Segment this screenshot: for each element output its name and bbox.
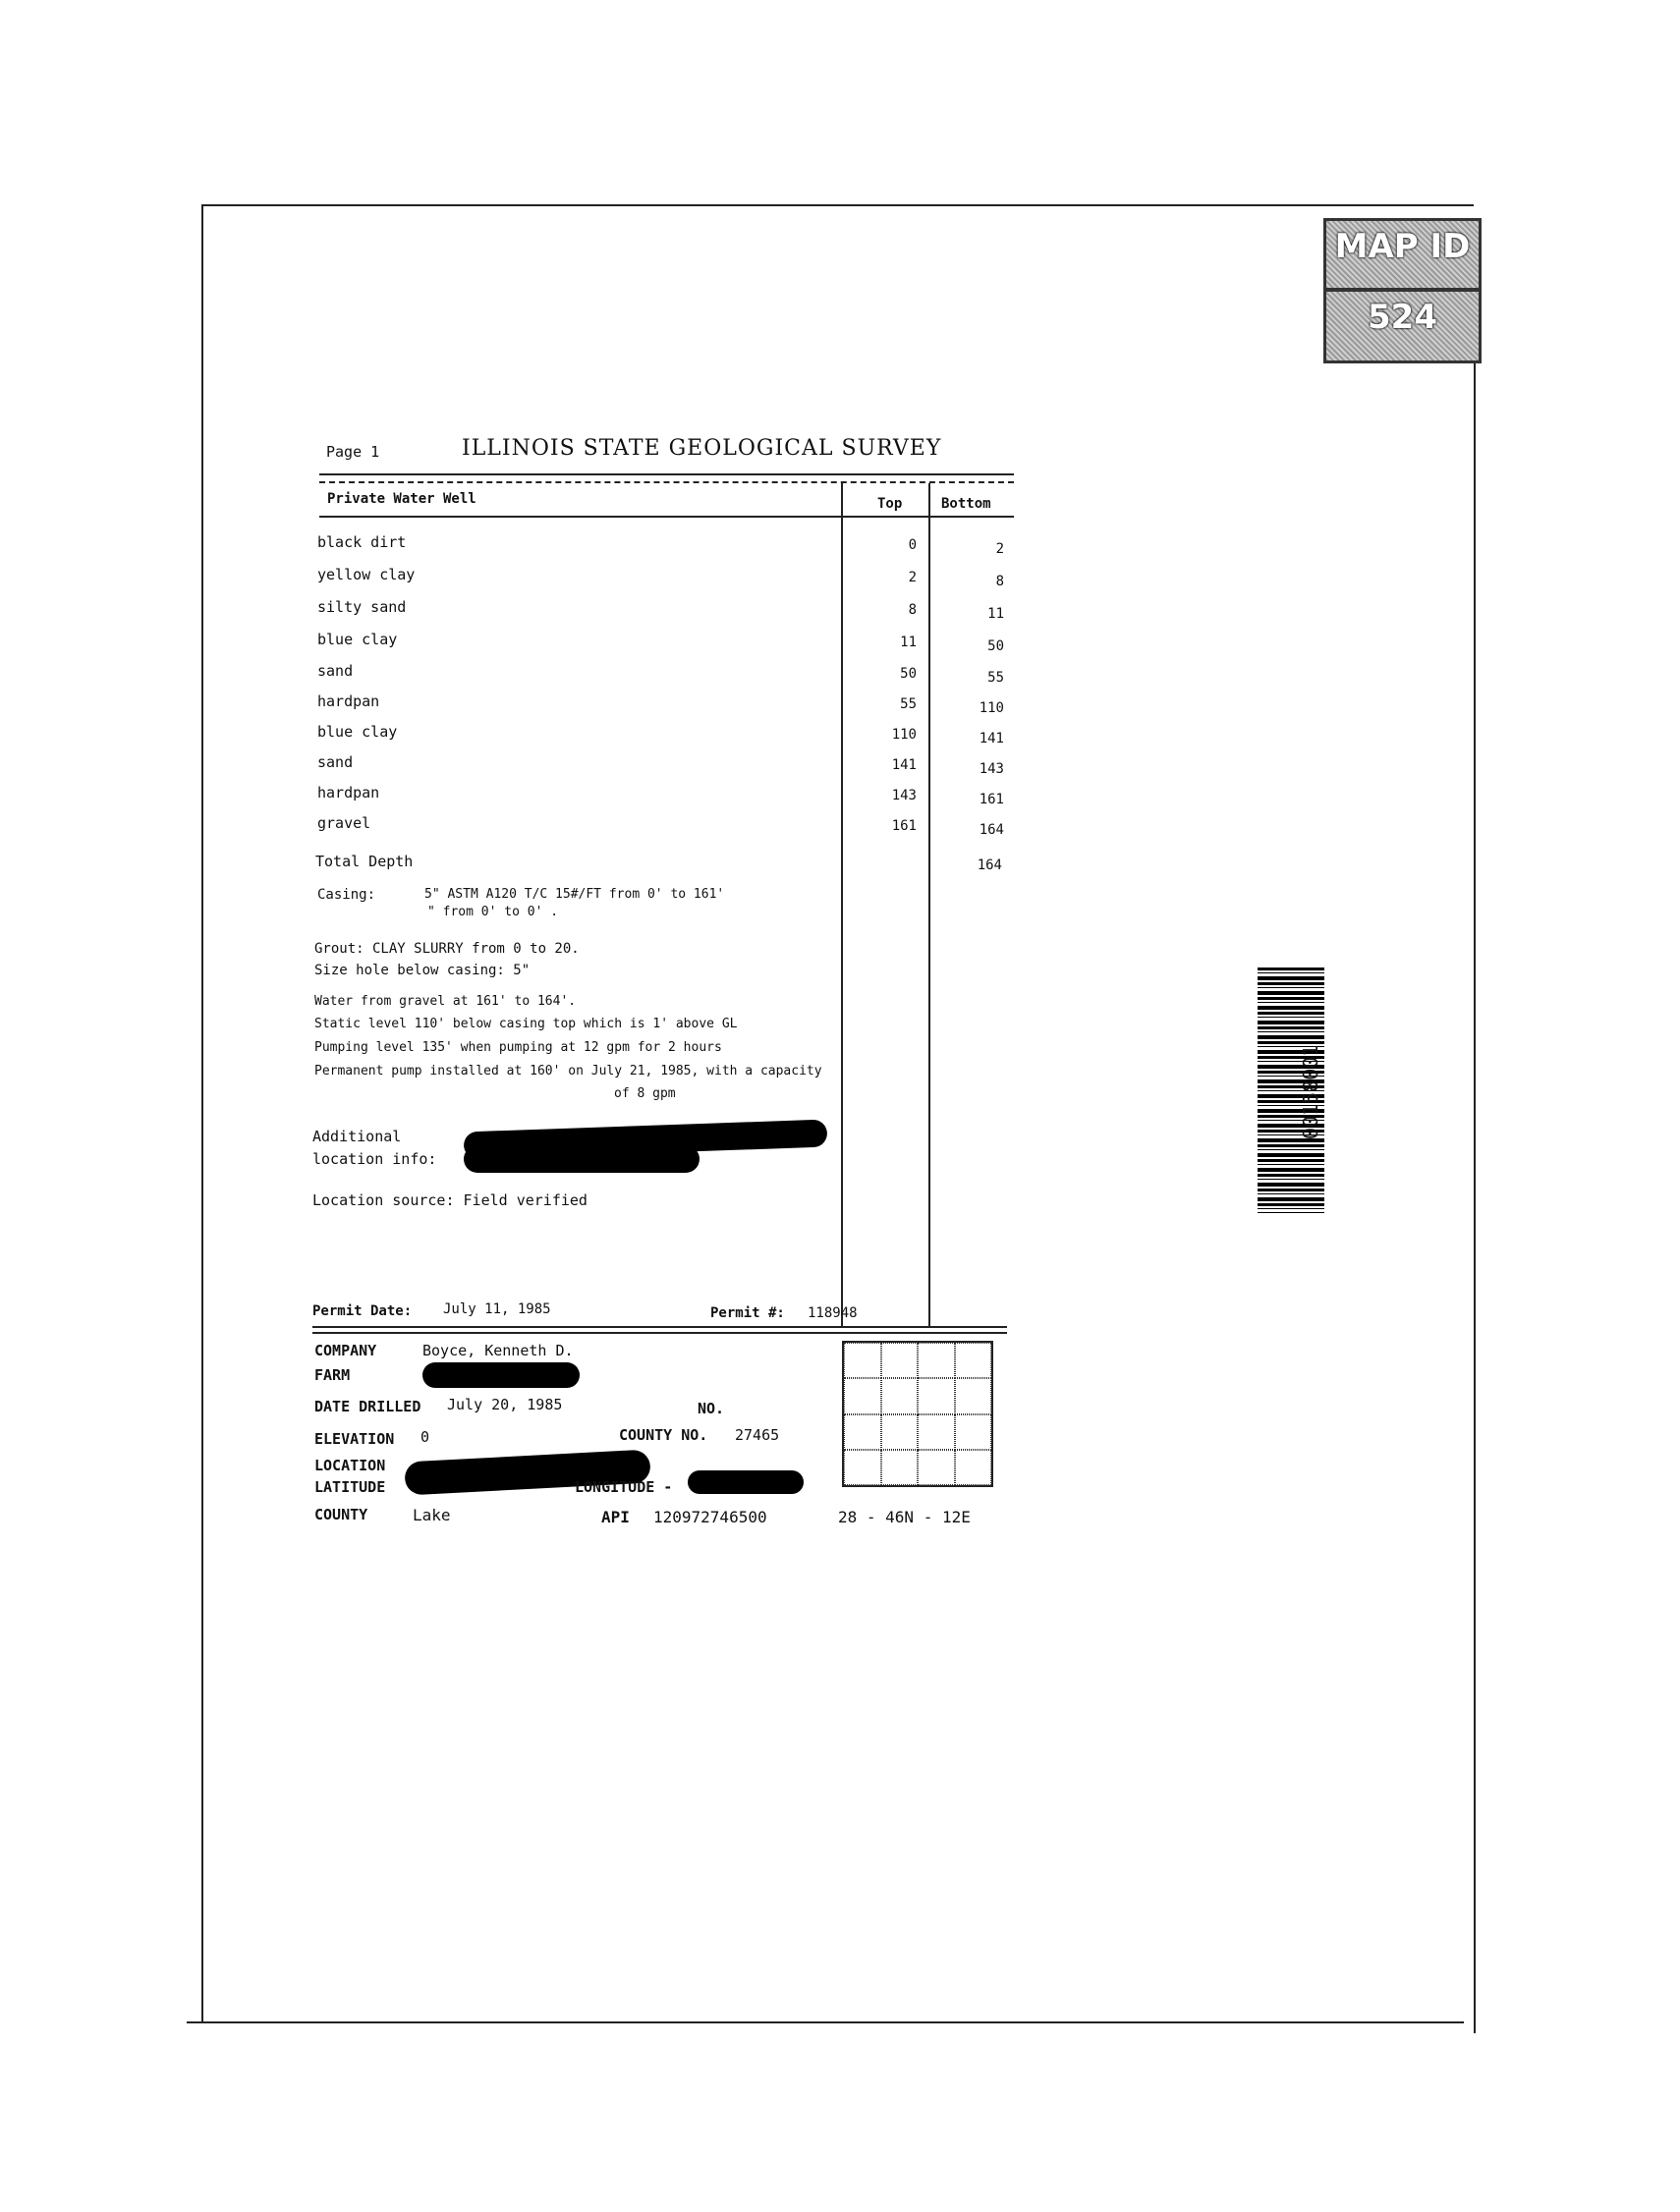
- additional-location-label-2: location info:: [312, 1150, 437, 1168]
- api-label: API: [601, 1508, 630, 1526]
- strata-bottom: 55: [987, 670, 1004, 686]
- column-header-description: Private Water Well: [327, 491, 476, 507]
- total-depth-value: 164: [977, 857, 1002, 873]
- strata-desc: blue clay: [317, 723, 398, 741]
- page-frame-top: [201, 204, 1474, 206]
- barcode-number: 00158001: [1299, 1044, 1322, 1139]
- api-value: 120972746500: [653, 1508, 767, 1526]
- strata-desc: blue clay: [317, 631, 398, 648]
- casing-line-1: 5" ASTM A120 T/C 15#/FT from 0' to 161': [424, 887, 725, 902]
- strata-desc: hardpan: [317, 784, 380, 802]
- county-label: COUNTY: [314, 1506, 368, 1523]
- page-label: Page 1: [326, 443, 380, 461]
- column-divider-top: [841, 483, 843, 1326]
- strata-desc: sand: [317, 753, 354, 771]
- map-id-divider: [1326, 288, 1479, 292]
- strata-bottom: 143: [979, 761, 1004, 777]
- permanent-pump-note-2: of 8 gpm: [614, 1086, 676, 1101]
- pumping-level-note: Pumping level 135' when pumping at 12 gpm for 2 hours: [314, 1040, 722, 1055]
- section-grid: [842, 1341, 993, 1487]
- casing-label: Casing:: [317, 887, 376, 903]
- farm-label: FARM: [314, 1366, 351, 1384]
- strata-top: 8: [908, 602, 917, 618]
- latitude-label: LATITUDE: [314, 1478, 386, 1496]
- strata-top: 141: [891, 757, 917, 773]
- permanent-pump-note: Permanent pump installed at 160' on July 21, 1985, with a capacity: [314, 1064, 822, 1078]
- map-id-stamp: [1323, 218, 1482, 363]
- strata-top: 55: [900, 696, 917, 712]
- county-no-label: COUNTY NO.: [619, 1426, 708, 1444]
- strata-top: 0: [908, 537, 917, 553]
- strata-bottom: 2: [995, 541, 1004, 557]
- company-value: Boyce, Kenneth D.: [422, 1342, 574, 1359]
- strata-top: 2: [908, 570, 917, 585]
- footer-rule: [312, 1326, 1007, 1328]
- strata-desc: yellow clay: [317, 566, 416, 583]
- redaction-mark: [422, 1362, 580, 1388]
- location-source-note: Location source: Field verified: [312, 1191, 588, 1209]
- strata-desc: silty sand: [317, 598, 407, 616]
- permit-date: July 11, 1985: [443, 1301, 551, 1317]
- strata-top: 11: [900, 635, 917, 650]
- date-drilled-value: July 20, 1985: [447, 1396, 563, 1413]
- header-rule-dashed: [319, 481, 1014, 483]
- permit-number-label: Permit #:: [710, 1305, 785, 1321]
- map-id-number: 524: [1368, 298, 1437, 337]
- location-label: LOCATION: [314, 1457, 386, 1474]
- date-drilled-label: DATE DRILLED: [314, 1398, 421, 1415]
- page-frame-right: [1474, 359, 1476, 2033]
- county-value: Lake: [413, 1506, 451, 1524]
- grout-note: Grout: CLAY SLURRY from 0 to 20.: [314, 941, 580, 957]
- strata-bottom: 141: [979, 731, 1004, 747]
- map-id-label: MAP ID: [1334, 227, 1471, 266]
- strata-bottom: 161: [979, 792, 1004, 807]
- permit-number: 118948: [808, 1305, 858, 1321]
- footer-rule-2: [312, 1332, 1007, 1334]
- section-township-range: 28 - 46N - 12E: [838, 1508, 971, 1526]
- strata-desc: black dirt: [317, 533, 407, 551]
- strata-top: 161: [891, 818, 917, 834]
- water-from-note: Water from gravel at 161' to 164'.: [314, 994, 577, 1009]
- strata-bottom: 50: [987, 638, 1004, 654]
- strata-desc: sand: [317, 662, 354, 680]
- header-rule: [319, 473, 1014, 475]
- size-hole-note: Size hole below casing: 5": [314, 963, 531, 978]
- elevation-label: ELEVATION: [314, 1430, 395, 1448]
- column-header-top: Top: [877, 496, 903, 512]
- permit-date-label: Permit Date:: [312, 1303, 413, 1319]
- redaction-mark: [464, 1145, 700, 1173]
- static-level-note: Static level 110' below casing top which is 1' above GL: [314, 1017, 738, 1031]
- company-label: COMPANY: [314, 1342, 377, 1359]
- total-depth-label: Total Depth: [315, 853, 414, 870]
- strata-top: 110: [891, 727, 917, 743]
- redaction-mark: [688, 1470, 804, 1494]
- strata-top: 50: [900, 666, 917, 682]
- strata-top: 143: [891, 788, 917, 803]
- page-frame-left: [201, 204, 203, 2021]
- elevation-value: 0: [420, 1428, 430, 1446]
- strata-bottom: 110: [979, 700, 1004, 716]
- document-title: ILLINOIS STATE GEOLOGICAL SURVEY: [462, 436, 942, 461]
- column-divider-bottom: [928, 483, 930, 1326]
- additional-location-label: Additional: [312, 1128, 402, 1145]
- strata-bottom: 164: [979, 822, 1004, 838]
- longitude-label: LONGITUDE -: [575, 1478, 673, 1496]
- strata-desc: hardpan: [317, 692, 380, 710]
- strata-bottom: 11: [987, 606, 1004, 622]
- strata-bottom: 8: [995, 574, 1004, 589]
- column-header-bottom: Bottom: [941, 496, 991, 512]
- table-header-rule: [319, 516, 1014, 518]
- no-label: NO.: [698, 1400, 725, 1417]
- casing-line-2: " from 0' to 0' .: [427, 905, 559, 919]
- strata-desc: gravel: [317, 814, 371, 832]
- page-frame-bottom: [187, 2021, 1464, 2023]
- county-no-value: 27465: [735, 1426, 780, 1444]
